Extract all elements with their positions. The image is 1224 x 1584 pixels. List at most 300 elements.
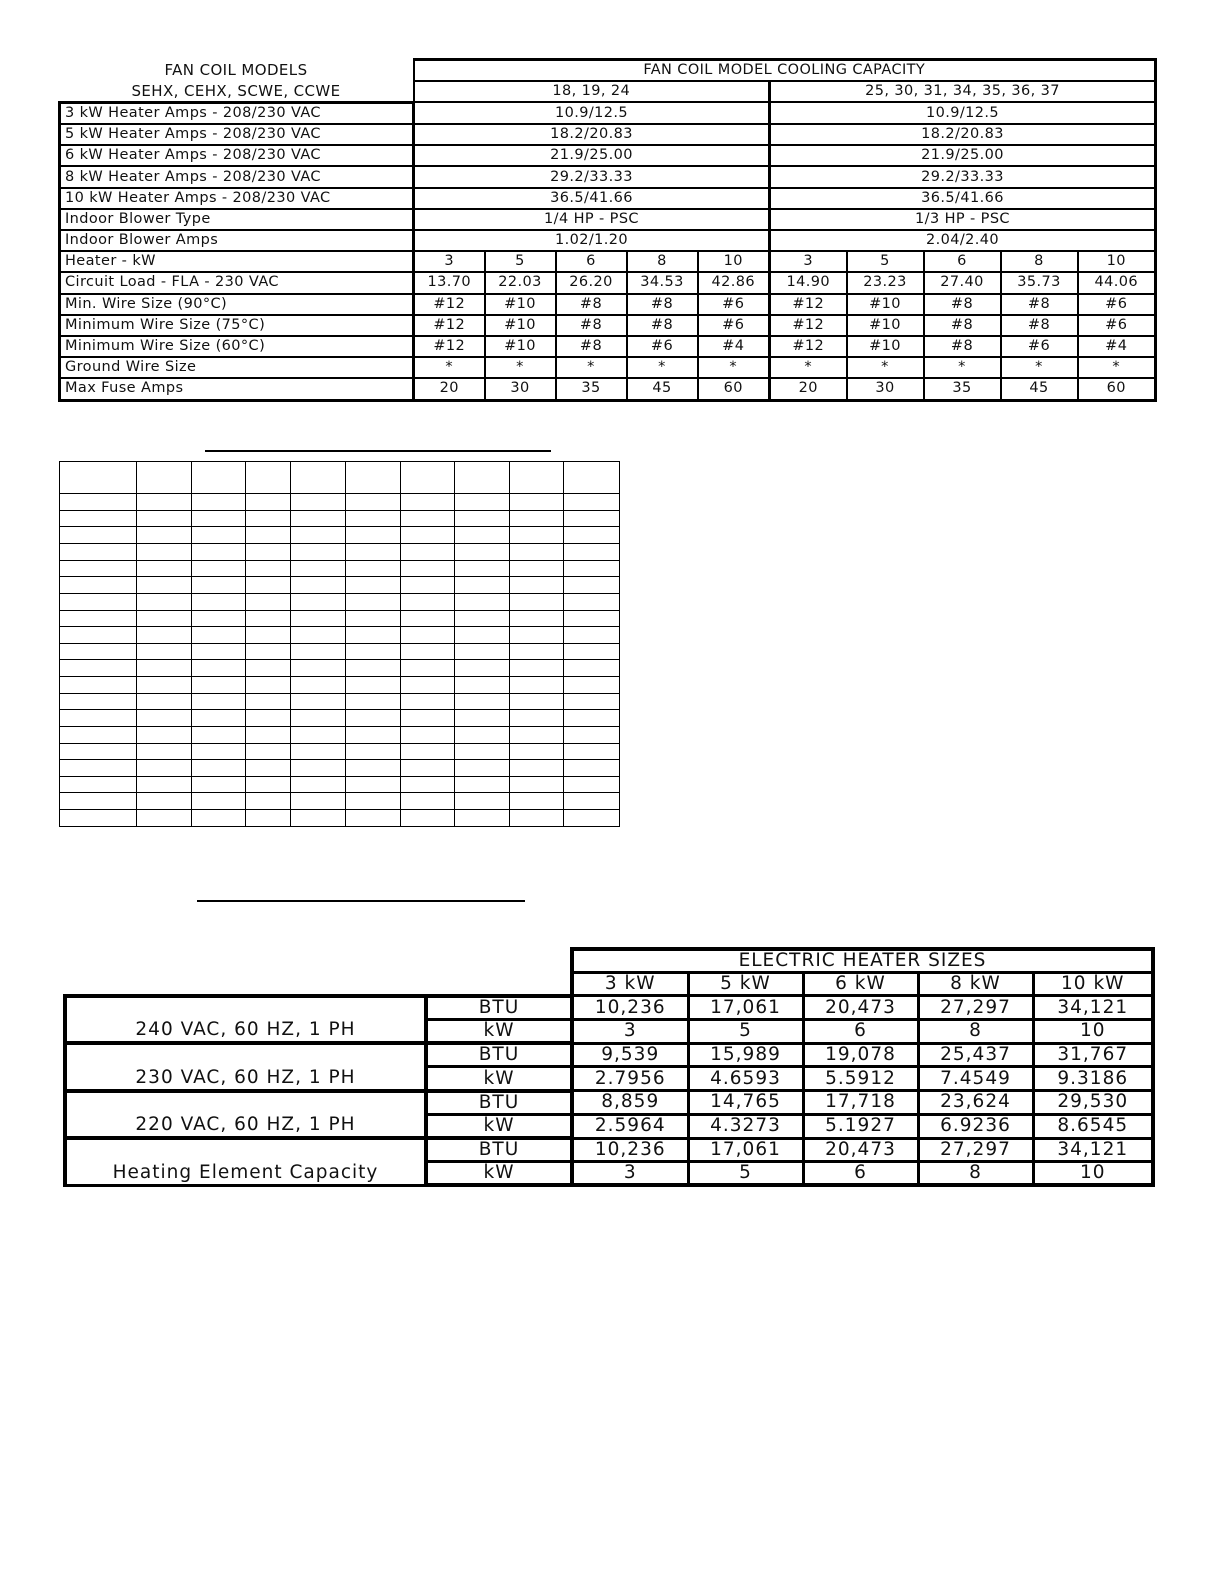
grid-cell <box>60 693 137 710</box>
grid-cell <box>60 726 137 743</box>
grid-cell <box>60 710 137 727</box>
grid-cell <box>192 577 246 594</box>
row-label: 10 kW Heater Amps - 208/230 VAC <box>60 188 414 209</box>
grid-cell <box>346 462 401 494</box>
grid-cell <box>510 510 564 527</box>
table-cell: 3 <box>770 251 847 272</box>
grid-cell <box>137 643 192 660</box>
table-cell: 5 <box>688 1020 803 1044</box>
table-cell: 27,297 <box>918 1138 1033 1162</box>
table-cell: 7.4549 <box>918 1067 1033 1091</box>
table-cell: 31,767 <box>1033 1043 1153 1067</box>
voltage-group-label: 240 VAC, 60 HZ, 1 PH <box>65 996 426 1043</box>
grid-cell <box>564 577 620 594</box>
row-label: 6 kW Heater Amps - 208/230 VAC <box>60 145 414 166</box>
grid-cell <box>401 726 455 743</box>
grid-cell <box>246 462 291 494</box>
grid-cell <box>564 643 620 660</box>
grid-cell <box>291 494 346 511</box>
grid-cell <box>192 726 246 743</box>
row-label: 8 kW Heater Amps - 208/230 VAC <box>60 166 414 187</box>
grid-cell <box>455 743 510 760</box>
grid-cell <box>246 726 291 743</box>
grid-row <box>60 593 620 610</box>
grid-cell <box>246 560 291 577</box>
grid-cell <box>192 627 246 644</box>
grid-cell <box>192 760 246 777</box>
grid-cell <box>564 462 620 494</box>
grid-cell <box>137 760 192 777</box>
table-cell: 34.53 <box>627 272 698 293</box>
table-cell: #10 <box>485 315 556 336</box>
table-cell: 15,989 <box>688 1043 803 1067</box>
table-cell: 5 <box>688 1162 803 1186</box>
unit-label: BTU <box>426 996 572 1020</box>
table-cell: #4 <box>1078 336 1156 357</box>
grid-cell <box>564 527 620 544</box>
grid-cell <box>564 627 620 644</box>
grid-cell <box>510 527 564 544</box>
grid-cell <box>60 577 137 594</box>
unit-label: BTU <box>426 1043 572 1067</box>
grid-cell <box>346 810 401 827</box>
grid-cell <box>60 743 137 760</box>
row-label: Minimum Wire Size (60°C) <box>60 336 414 357</box>
grid-cell <box>60 560 137 577</box>
grid-cell <box>192 710 246 727</box>
table-cell: 45 <box>627 378 698 400</box>
grid-cell <box>291 710 346 727</box>
table-cell: 8,859 <box>572 1091 688 1115</box>
table-cell: #8 <box>924 315 1001 336</box>
grid-cell <box>510 462 564 494</box>
grid-cell <box>564 593 620 610</box>
table-cell: 5.1927 <box>803 1114 918 1138</box>
grid-cell <box>510 693 564 710</box>
unit-label: BTU <box>426 1091 572 1115</box>
grid-cell <box>60 627 137 644</box>
table-cell: 6 <box>803 1020 918 1044</box>
table-cell: #10 <box>847 315 924 336</box>
table-cell: * <box>847 357 924 378</box>
table-cell: 8.6545 <box>1033 1114 1153 1138</box>
grid-cell <box>291 577 346 594</box>
row-label: Ground Wire Size <box>60 357 414 378</box>
grid-cell <box>137 560 192 577</box>
grid-cell <box>291 677 346 694</box>
grid-cell <box>291 610 346 627</box>
grid-cell <box>455 760 510 777</box>
grid-cell <box>510 743 564 760</box>
grid-cell <box>192 793 246 810</box>
grid-cell <box>510 660 564 677</box>
grid-cell <box>246 693 291 710</box>
grid-cell <box>401 593 455 610</box>
grid-cell <box>564 610 620 627</box>
table-cell: 30 <box>485 378 556 400</box>
grid-cell <box>60 527 137 544</box>
grid-cell <box>291 693 346 710</box>
grid-cell <box>564 693 620 710</box>
grid-cell <box>564 510 620 527</box>
grid-cell <box>510 593 564 610</box>
grid-cell <box>346 527 401 544</box>
grid-cell <box>246 793 291 810</box>
grid-cell <box>346 494 401 511</box>
group-a-value: 21.9/25.00 <box>414 145 770 166</box>
grid-cell <box>401 627 455 644</box>
grid-cell <box>291 544 346 561</box>
table-cell: 45 <box>1001 378 1078 400</box>
unit-label: kW <box>426 1162 572 1186</box>
table-cell: #8 <box>627 315 698 336</box>
heater-size-header: 6 kW <box>803 973 918 996</box>
grid-cell <box>510 810 564 827</box>
grid-cell <box>455 776 510 793</box>
grid-cell <box>192 776 246 793</box>
table-cell: 30 <box>847 378 924 400</box>
grid-cell <box>401 544 455 561</box>
grid-cell <box>346 776 401 793</box>
grid-row <box>60 743 620 760</box>
grid-cell <box>137 494 192 511</box>
grid-cell <box>60 810 137 827</box>
grid-cell <box>346 760 401 777</box>
grid-cell <box>346 510 401 527</box>
row-label: Indoor Blower Type <box>60 209 414 230</box>
grid-cell <box>346 560 401 577</box>
table-cell: #12 <box>414 294 485 315</box>
grid-cell <box>401 577 455 594</box>
table-cell: #12 <box>770 294 847 315</box>
group-a-value: 1/4 HP - PSC <box>414 209 770 230</box>
table-cell: 34,121 <box>1033 996 1153 1020</box>
grid-cell <box>192 743 246 760</box>
heater-size-header: 10 kW <box>1033 973 1153 996</box>
grid-cell <box>510 577 564 594</box>
grid-cell <box>401 710 455 727</box>
grid-cell <box>510 760 564 777</box>
grid-row <box>60 776 620 793</box>
grid-cell <box>60 593 137 610</box>
grid-cell <box>246 660 291 677</box>
table-cell: 23.23 <box>847 272 924 293</box>
table-cell: 9.3186 <box>1033 1067 1153 1091</box>
table-cell: * <box>1001 357 1078 378</box>
grid-cell <box>246 760 291 777</box>
grid-cell <box>192 527 246 544</box>
grid-cell <box>346 793 401 810</box>
table-cell: * <box>556 357 627 378</box>
grid-cell <box>192 610 246 627</box>
table-cell: 10 <box>1033 1162 1153 1186</box>
row-label: 3 kW Heater Amps - 208/230 VAC <box>60 102 414 124</box>
table-cell: 17,061 <box>688 996 803 1020</box>
grid-cell <box>401 510 455 527</box>
blank-title-underline-2 <box>197 900 525 902</box>
grid-cell <box>510 710 564 727</box>
table-cell: 35 <box>556 378 627 400</box>
table-cell: 8 <box>627 251 698 272</box>
grid-row <box>60 577 620 594</box>
grid-cell <box>291 593 346 610</box>
group-b-value: 1/3 HP - PSC <box>770 209 1156 230</box>
grid-cell <box>346 726 401 743</box>
grid-cell <box>291 810 346 827</box>
cooling-capacity-heading: FAN COIL MODEL COOLING CAPACITY <box>414 60 1156 82</box>
grid-cell <box>246 643 291 660</box>
table-cell: 14,765 <box>688 1091 803 1115</box>
grid-cell <box>246 494 291 511</box>
table-cell: #6 <box>627 336 698 357</box>
grid-cell <box>137 610 192 627</box>
grid-cell <box>455 510 510 527</box>
grid-row <box>60 544 620 561</box>
table-cell: 20 <box>414 378 485 400</box>
table-cell: 22.03 <box>485 272 556 293</box>
grid-row <box>60 810 620 827</box>
unit-label: kW <box>426 1020 572 1044</box>
grid-cell <box>401 494 455 511</box>
grid-cell <box>246 577 291 594</box>
grid-cell <box>564 726 620 743</box>
grid-cell <box>455 810 510 827</box>
table-cell: 10 <box>698 251 770 272</box>
table-cell: 5 <box>485 251 556 272</box>
table-cell: * <box>414 357 485 378</box>
grid-row <box>60 494 620 511</box>
grid-row <box>60 560 620 577</box>
grid-row <box>60 627 620 644</box>
grid-cell <box>401 760 455 777</box>
grid-cell <box>510 560 564 577</box>
grid-cell <box>510 643 564 660</box>
grid-cell <box>346 544 401 561</box>
table-cell: #12 <box>770 315 847 336</box>
grid-cell <box>346 643 401 660</box>
grid-cell <box>291 726 346 743</box>
row-label: Max Fuse Amps <box>60 378 414 400</box>
grid-cell <box>291 627 346 644</box>
grid-row <box>60 510 620 527</box>
grid-cell <box>60 760 137 777</box>
grid-cell <box>60 677 137 694</box>
unit-label: kW <box>426 1067 572 1091</box>
table-cell: 20,473 <box>803 1138 918 1162</box>
table-cell: 2.5964 <box>572 1114 688 1138</box>
blank-title-underline <box>205 450 551 452</box>
grid-cell <box>291 510 346 527</box>
grid-cell <box>346 710 401 727</box>
grid-row <box>60 726 620 743</box>
grid-cell <box>401 677 455 694</box>
grid-row <box>60 643 620 660</box>
grid-cell <box>291 527 346 544</box>
table-cell: #12 <box>414 315 485 336</box>
table-cell: 26.20 <box>556 272 627 293</box>
table-cell: 8 <box>1001 251 1078 272</box>
table-cell: 35 <box>924 378 1001 400</box>
grid-cell <box>137 462 192 494</box>
grid-cell <box>510 677 564 694</box>
group-a-value: 1.02/1.20 <box>414 230 770 251</box>
table-cell: #8 <box>924 294 1001 315</box>
table-cell: 44.06 <box>1078 272 1156 293</box>
grid-row <box>60 527 620 544</box>
grid-cell <box>60 544 137 561</box>
table-cell: #10 <box>485 336 556 357</box>
table-cell: * <box>627 357 698 378</box>
table-cell: 10,236 <box>572 996 688 1020</box>
table-cell: 17,061 <box>688 1138 803 1162</box>
table-cell: * <box>698 357 770 378</box>
table-cell: #8 <box>556 336 627 357</box>
table-cell: 6.9236 <box>918 1114 1033 1138</box>
grid-cell <box>192 544 246 561</box>
table-cell: 5.5912 <box>803 1067 918 1091</box>
group-a-value: 18.2/20.83 <box>414 124 770 145</box>
group-b-value: 29.2/33.33 <box>770 166 1156 187</box>
grid-cell <box>291 793 346 810</box>
grid-cell <box>401 776 455 793</box>
grid-cell <box>192 660 246 677</box>
grid-cell <box>401 610 455 627</box>
table-cell: 27,297 <box>918 996 1033 1020</box>
grid-cell <box>137 544 192 561</box>
grid-cell <box>60 643 137 660</box>
table-cell: 4.6593 <box>688 1067 803 1091</box>
grid-cell <box>455 462 510 494</box>
table-cell: #8 <box>924 336 1001 357</box>
grid-cell <box>455 643 510 660</box>
grid-cell <box>291 776 346 793</box>
table-cell: * <box>1078 357 1156 378</box>
model-group-b: 25, 30, 31, 34, 35, 36, 37 <box>770 81 1156 102</box>
grid-cell <box>137 510 192 527</box>
grid-cell <box>60 510 137 527</box>
grid-cell <box>455 610 510 627</box>
grid-row <box>60 462 620 494</box>
voltage-group-label: 230 VAC, 60 HZ, 1 PH <box>65 1043 426 1090</box>
grid-cell <box>291 660 346 677</box>
table-cell: 60 <box>1078 378 1156 400</box>
grid-cell <box>60 610 137 627</box>
table-cell: 3 <box>572 1162 688 1186</box>
grid-cell <box>455 577 510 594</box>
blank-grid-table <box>59 461 620 827</box>
grid-cell <box>455 627 510 644</box>
grid-cell <box>137 527 192 544</box>
grid-cell <box>291 643 346 660</box>
grid-cell <box>510 627 564 644</box>
table-cell: 3 <box>572 1020 688 1044</box>
grid-cell <box>246 527 291 544</box>
group-a-value: 36.5/41.66 <box>414 188 770 209</box>
electric-heater-sizes-table <box>63 947 1155 1187</box>
table-cell: 20,473 <box>803 996 918 1020</box>
grid-cell <box>455 593 510 610</box>
fan-coil-models-heading: FAN COIL MODELS <box>164 60 308 79</box>
grid-row <box>60 677 620 694</box>
grid-cell <box>455 710 510 727</box>
grid-cell <box>564 710 620 727</box>
grid-cell <box>192 810 246 827</box>
row-label: Indoor Blower Amps <box>60 230 414 251</box>
group-b-value: 18.2/20.83 <box>770 124 1156 145</box>
fan-coil-model-series: SEHX, CEHX, SCWE, CCWE <box>131 81 341 100</box>
grid-cell <box>401 743 455 760</box>
grid-cell <box>137 627 192 644</box>
table-cell: 9,539 <box>572 1043 688 1067</box>
grid-cell <box>192 494 246 511</box>
grid-cell <box>564 776 620 793</box>
grid-cell <box>346 577 401 594</box>
voltage-group-label: 220 VAC, 60 HZ, 1 PH <box>65 1091 426 1138</box>
grid-cell <box>564 677 620 694</box>
table-cell: 20 <box>770 378 847 400</box>
grid-cell <box>510 610 564 627</box>
grid-cell <box>60 462 137 494</box>
grid-cell <box>455 693 510 710</box>
grid-cell <box>401 793 455 810</box>
grid-cell <box>137 726 192 743</box>
grid-cell <box>401 462 455 494</box>
table-cell: 10 <box>1033 1020 1153 1044</box>
grid-cell <box>246 677 291 694</box>
heater-sizes-title: ELECTRIC HEATER SIZES <box>572 949 1153 973</box>
grid-cell <box>246 544 291 561</box>
grid-cell <box>401 810 455 827</box>
heater-size-header: 8 kW <box>918 973 1033 996</box>
table-cell: #6 <box>1078 315 1156 336</box>
grid-cell <box>246 627 291 644</box>
grid-cell <box>346 593 401 610</box>
grid-cell <box>291 760 346 777</box>
grid-cell <box>137 660 192 677</box>
table-cell: #8 <box>1001 294 1078 315</box>
table-cell: 6 <box>556 251 627 272</box>
group-b-value: 2.04/2.40 <box>770 230 1156 251</box>
grid-cell <box>192 593 246 610</box>
grid-row <box>60 710 620 727</box>
grid-cell <box>192 462 246 494</box>
grid-cell <box>564 743 620 760</box>
table-cell: #4 <box>698 336 770 357</box>
row-label: Min. Wire Size (90°C) <box>60 294 414 315</box>
grid-cell <box>401 560 455 577</box>
table-cell: 35.73 <box>1001 272 1078 293</box>
model-group-a: 18, 19, 24 <box>414 81 770 102</box>
grid-cell <box>455 544 510 561</box>
group-a-value: 29.2/33.33 <box>414 166 770 187</box>
grid-cell <box>192 693 246 710</box>
grid-cell <box>510 494 564 511</box>
table-cell: 10,236 <box>572 1138 688 1162</box>
grid-cell <box>291 560 346 577</box>
grid-cell <box>137 710 192 727</box>
table-cell: #8 <box>627 294 698 315</box>
grid-cell <box>137 593 192 610</box>
row-label: Minimum Wire Size (75°C) <box>60 315 414 336</box>
table-cell: 27.40 <box>924 272 1001 293</box>
grid-cell <box>455 726 510 743</box>
fan-coil-electrical-table <box>58 58 1157 402</box>
grid-cell <box>346 693 401 710</box>
grid-cell <box>455 660 510 677</box>
table-cell: #8 <box>556 294 627 315</box>
grid-cell <box>137 810 192 827</box>
grid-row <box>60 610 620 627</box>
